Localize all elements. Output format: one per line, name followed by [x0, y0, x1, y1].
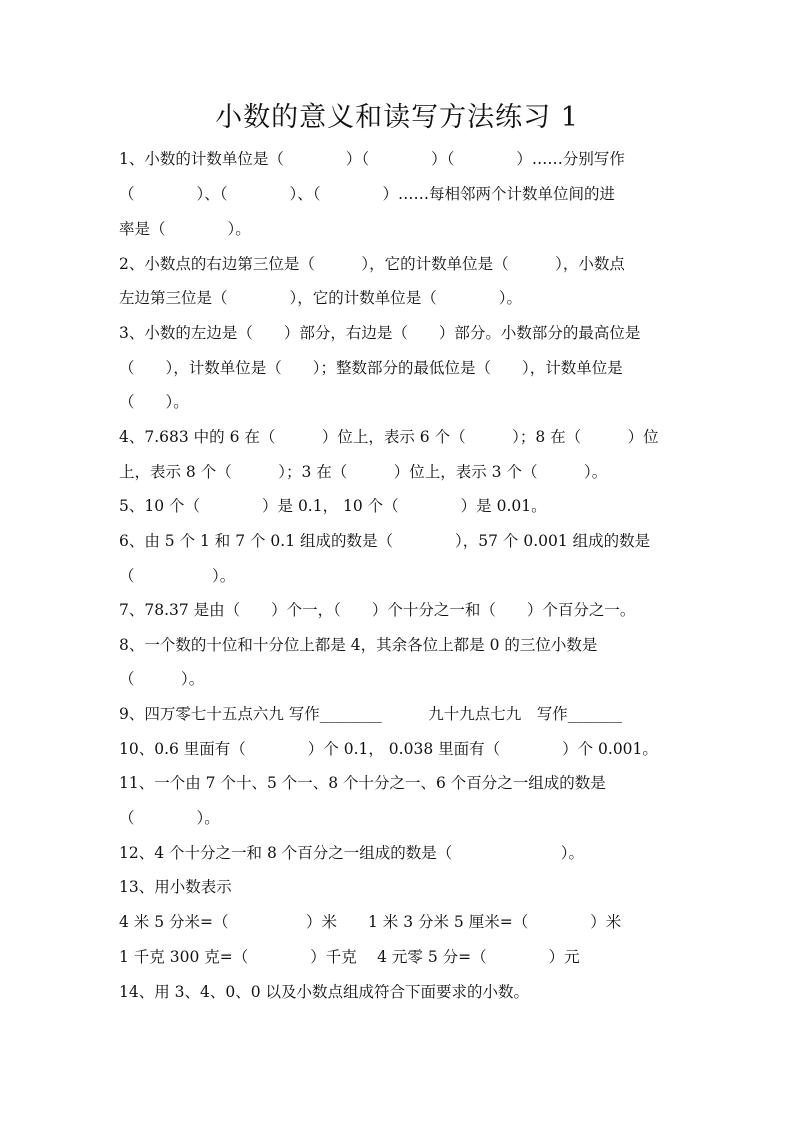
question-3-line-3: （ ）。 [119, 393, 189, 411]
question-3-line-2: （ ），计数单位是（ ）；整数部分的最低位是（ ），计数单位是 [119, 359, 623, 377]
question-6-line-1: 6、由 5 个 1 和 7 个 0.1 组成的数是（ ），57 个 0.001 组成的数是 [119, 532, 651, 550]
question-13-line-1: 4 米 5 分米=（ ）米 1 米 3 分米 5 厘米=（ ）米 [119, 913, 622, 931]
question-11-line-1: 11、一个由 7 个十、5 个一、8 个十分之一、6 个百分之一组成的数是 [119, 774, 606, 792]
question-7-line: 7、78.37 是由（ ）个一，（ ）个十分之一和（ ）个百分之一。 [119, 601, 636, 619]
question-2-line-2: 左边第三位是（ ），它的计数单位是（ ）。 [119, 289, 523, 307]
question-13-heading: 13、用小数表示 [119, 878, 232, 896]
question-1-line-1: 1、小数的计数单位是（ ）（ ）（ ）……分别写作 [119, 150, 625, 168]
question-4-line-1: 4、7.683 中的 6 在（ ）位上，表示 6 个（ ）；8 在（ ）位 [119, 428, 659, 446]
question-14-line: 14、用 3、4、0、0 以及小数点组成符合下面要求的小数。 [119, 983, 530, 1001]
question-1-line-3: 率是（ ）。 [119, 220, 251, 238]
page-title: 小数的意义和读写方法练习 1 [215, 102, 579, 133]
question-10-line: 10、0.6 里面有（ ）个 0.1， 0.038 里面有（ ）个 0.001。 [119, 740, 658, 758]
question-12-line: 12、4 个十分之一和 8 个百分之一组成的数是（ ）。 [119, 844, 584, 862]
question-11-line-2: （ ）。 [119, 809, 220, 827]
question-6-line-2: （ ）。 [119, 567, 236, 585]
question-2-line-1: 2、小数点的右边第三位是（ ），它的计数单位是（ ），小数点 [119, 255, 625, 273]
question-13-line-2: 1 千克 300 克=（ ）千克 4 元零 5 分=（ ）元 [119, 948, 580, 966]
question-1-line-2: （ ）、（ ）、（ ）……每相邻两个计数单位间的进 [119, 185, 616, 203]
question-4-line-2: 上，表示 8 个（ ）；3 在（ ）位上，表示 3 个（ ）。 [119, 463, 608, 481]
question-5-line: 5、10 个（ ）是 0.1， 10 个（ ）是 0.01。 [119, 497, 547, 515]
question-8-line-1: 8、一个数的十位和十分位上都是 4，其余各位上都是 0 的三位小数是 [119, 636, 598, 654]
question-3-line-1: 3、小数的左边是（ ）部分，右边是（ ）部分。小数部分的最高位是 [119, 324, 641, 342]
question-9-line: 9、四万零七十五点六九 写作________ 九十九点七九 写作_______ [119, 705, 623, 723]
question-8-line-2: （ ）。 [119, 670, 205, 688]
